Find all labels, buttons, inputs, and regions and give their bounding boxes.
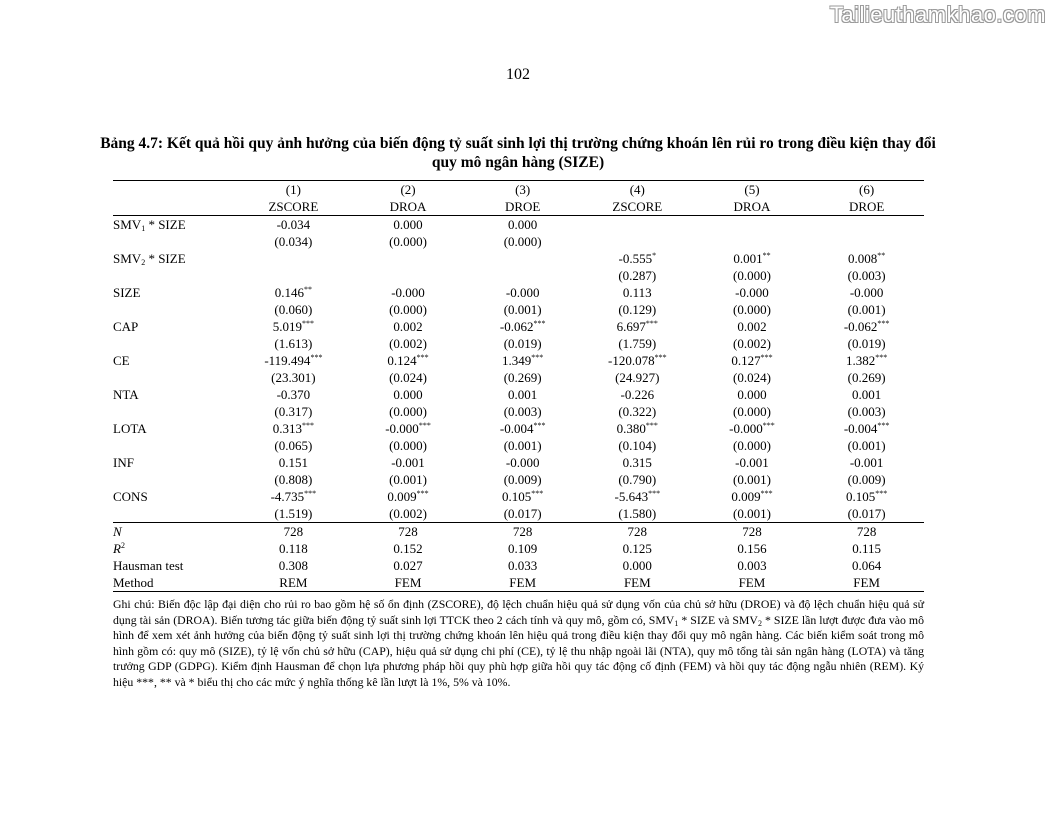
table-caption: Bảng 4.7: Kết quả hồi quy ảnh hưởng của biến động tỷ suất sinh lợi thị trường chứng khoán lên rủi ro trong điều kiện thay đổi quy mô ngân hàng (SIZE)	[100, 135, 936, 171]
stat-value: 0.033	[508, 558, 538, 573]
std-error-cell: (0.009)	[847, 472, 886, 487]
variable-name	[113, 386, 236, 403]
coef-row	[113, 420, 924, 437]
coef-row	[113, 216, 924, 234]
stat-value: 728	[627, 524, 648, 539]
coefficient-cell	[465, 386, 580, 403]
coefficient-cell	[695, 488, 810, 505]
coefficient-cell	[351, 454, 466, 471]
std-error-cell: (1.519)	[236, 505, 351, 523]
std-error-cell: (0.002)	[732, 336, 771, 351]
coefficient-value: 0.105	[846, 489, 876, 504]
coefficient-cell	[351, 386, 466, 403]
std-error-cell: (0.019)	[847, 336, 886, 351]
coefficient-cell	[236, 454, 351, 471]
coefficient-value: 0.002	[393, 319, 423, 334]
variable-name	[113, 488, 236, 505]
coefficient-value: 0.000	[508, 217, 538, 232]
coef-row	[113, 386, 924, 403]
significance-stars: ***	[645, 319, 658, 328]
header-row-numbers	[113, 181, 924, 199]
std-error-cell: (1.613)	[274, 336, 313, 351]
coefficient-value: 0.001	[852, 387, 882, 402]
significance-stars: ***	[877, 421, 890, 430]
coefficient-cell	[236, 488, 351, 505]
coefficient-value: -119.494	[264, 353, 311, 368]
std-error-cell: (1.580)	[580, 505, 695, 523]
variable-label: LOTA	[113, 421, 147, 436]
coefficient-cell	[809, 284, 924, 301]
std-error-cell: (0.000)	[732, 268, 771, 283]
coefficient-value: 0.127	[731, 353, 761, 368]
coefficient-value: 0.113	[622, 285, 652, 300]
std-error-row	[113, 471, 924, 488]
coefficient-value: -0.000	[505, 455, 540, 470]
coefficient-value: 0.315	[622, 455, 652, 470]
std-error-cell: (0.000)	[389, 438, 427, 453]
coefficient-value: -0.000	[729, 421, 763, 436]
std-error-cell: (0.017)	[809, 505, 924, 523]
page-number: 102	[506, 66, 530, 83]
std-error-cell	[809, 233, 924, 250]
coefficient-cell	[236, 250, 351, 267]
coefficient-cell	[809, 386, 924, 403]
coefficient-cell	[580, 488, 695, 505]
std-error-cell: (0.065)	[274, 438, 313, 453]
std-error-cell: (0.287)	[618, 268, 657, 283]
variable-subscript: 1	[141, 224, 146, 233]
std-error-cell: (0.002)	[351, 505, 466, 523]
coefficient-value: -0.555	[618, 251, 653, 266]
coefficient-value: -0.000	[735, 285, 769, 300]
variable-label: SMV	[113, 251, 142, 266]
stat-value: 0.027	[393, 558, 423, 573]
std-error-cell	[236, 267, 351, 284]
variable-suffix: * SIZE	[145, 251, 186, 266]
std-error-cell: (0.034)	[274, 234, 313, 249]
coefficient-value: -0.001	[735, 455, 769, 470]
std-error-row	[113, 301, 924, 318]
significance-stars: ***	[304, 489, 317, 498]
coefficient-value: 0.151	[278, 455, 308, 470]
stat-label-text: N	[113, 524, 122, 539]
column-number: (6)	[809, 181, 924, 199]
stat-label-text: Method	[113, 575, 154, 590]
significance-stars: ***	[531, 353, 544, 362]
std-error-cell: (0.001)	[503, 438, 542, 453]
coefficient-value: 0.380	[616, 421, 646, 436]
variable-label: CONS	[113, 489, 148, 504]
coefficient-value: -0.370	[276, 387, 311, 402]
significance-stars: ***	[875, 489, 888, 498]
coefficient-cell	[809, 250, 924, 267]
std-error-cell: (0.060)	[274, 302, 313, 317]
coefficient-cell	[809, 352, 924, 369]
coefficient-cell	[580, 250, 695, 267]
coefficient-value: 0.000	[393, 217, 423, 232]
stat-value: FEM	[351, 574, 466, 592]
coefficient-value: 1.382	[846, 353, 876, 368]
stat-value: 0.109	[508, 541, 538, 556]
coefficient-cell	[351, 488, 466, 505]
std-error-row	[113, 335, 924, 352]
header-row-names	[113, 198, 924, 216]
coefficient-cell	[695, 318, 810, 335]
stat-row	[113, 540, 924, 557]
coefficient-cell	[465, 250, 580, 267]
std-error-cell: (0.000)	[732, 302, 771, 317]
std-error-row	[113, 369, 924, 386]
stat-label-text: R	[113, 541, 121, 556]
std-error-cell: (0.017)	[465, 505, 580, 523]
stat-value: 728	[856, 524, 877, 539]
std-error-cell: (0.808)	[274, 472, 313, 487]
stat-value: 0.118	[278, 541, 308, 556]
std-error-cell: (1.759)	[618, 336, 657, 351]
std-error-cell: (0.001)	[847, 302, 886, 317]
column-name: ZSCORE	[236, 198, 351, 216]
stat-label-text: Hausman test	[113, 558, 184, 573]
coefficient-value: -0.004	[843, 421, 878, 436]
coefficient-value: 0.146	[274, 285, 304, 300]
variable-empty-cell	[113, 437, 236, 454]
significance-stars: ***	[416, 489, 429, 498]
coefficient-cell	[809, 420, 924, 437]
coefficient-value: -0.001	[391, 455, 425, 470]
coefficient-cell	[465, 216, 580, 234]
significance-stars: ***	[533, 421, 546, 430]
coefficient-value: -0.034	[276, 217, 311, 232]
coefficient-cell	[809, 318, 924, 335]
variable-label: NTA	[113, 387, 139, 402]
significance-stars: ***	[302, 421, 314, 430]
variable-subscript: 2	[141, 258, 146, 267]
coefficient-cell	[695, 216, 810, 234]
coefficient-cell	[580, 284, 695, 301]
coefficient-cell	[236, 284, 351, 301]
coefficient-cell	[351, 284, 466, 301]
std-error-row	[113, 403, 924, 420]
std-error-cell: (24.927)	[615, 370, 660, 385]
coef-row	[113, 488, 924, 505]
coefficient-value: 0.001	[508, 387, 538, 402]
std-error-cell: (0.129)	[618, 302, 657, 317]
stat-row	[113, 523, 924, 541]
coefficient-value: -120.078	[608, 353, 655, 368]
stat-row	[113, 557, 924, 574]
stat-value: FEM	[809, 574, 924, 592]
std-error-cell: (0.269)	[503, 370, 542, 385]
coefficient-cell	[236, 318, 351, 335]
coefficient-cell	[465, 352, 580, 369]
variable-empty-cell	[113, 369, 236, 386]
coefficient-cell	[580, 386, 695, 403]
std-error-cell: (0.322)	[618, 404, 657, 419]
stat-value: FEM	[695, 574, 810, 592]
significance-stars: ***	[302, 319, 314, 328]
variable-label: INF	[113, 455, 134, 470]
std-error-cell: (0.000)	[732, 404, 771, 419]
stat-label	[113, 523, 236, 541]
stat-value: FEM	[465, 574, 580, 592]
stat-label	[113, 540, 236, 557]
std-error-cell: (0.009)	[503, 472, 542, 487]
significance-stars: ***	[531, 489, 544, 498]
column-name: ZSCORE	[580, 198, 695, 216]
coefficient-value: 6.697	[616, 319, 646, 334]
stat-value: 0.003	[737, 558, 767, 573]
std-error-cell: (0.001)	[732, 472, 771, 487]
std-error-cell: (0.003)	[847, 268, 886, 283]
std-error-cell: (0.269)	[847, 370, 886, 385]
variable-name	[113, 250, 236, 267]
coefficient-cell	[580, 454, 695, 471]
significance-stars: *	[652, 251, 657, 260]
significance-stars: ***	[762, 421, 775, 430]
std-error-cell: (0.104)	[618, 438, 657, 453]
regression-table	[113, 180, 924, 592]
stat-value: 728	[398, 524, 418, 539]
table-note	[113, 597, 924, 690]
coefficient-cell	[695, 352, 810, 369]
significance-stars: ***	[875, 353, 888, 362]
stat-label	[113, 574, 236, 592]
std-error-cell: (0.003)	[503, 404, 542, 419]
std-error-cell: (0.001)	[847, 438, 886, 453]
column-number: (3)	[465, 181, 580, 199]
coefficient-cell	[580, 216, 695, 234]
std-error-cell: (0.000)	[732, 438, 771, 453]
std-error-cell	[351, 267, 466, 284]
coefficient-cell	[351, 352, 466, 369]
note-subscript-1: 1	[674, 618, 679, 628]
coefficient-value: -0.000	[505, 285, 540, 300]
coefficient-cell	[695, 454, 810, 471]
coefficient-cell	[351, 318, 466, 335]
variable-label: CAP	[113, 319, 139, 334]
coefficient-value: 0.124	[387, 353, 417, 368]
coef-row	[113, 454, 924, 471]
significance-stars: ***	[760, 353, 773, 362]
stat-value: 728	[512, 524, 533, 539]
coefficient-cell	[465, 284, 580, 301]
std-error-cell: (0.001)	[695, 505, 810, 523]
stat-value: 0.156	[737, 541, 767, 556]
coefficient-value: 0.009	[387, 489, 417, 504]
std-error-cell: (0.001)	[503, 302, 542, 317]
coefficient-value: -0.004	[499, 421, 534, 436]
significance-stars: ***	[533, 319, 546, 328]
coefficient-value: 0.105	[502, 489, 532, 504]
coefficient-value: 0.008	[848, 251, 878, 266]
coefficient-cell	[809, 454, 924, 471]
coefficient-cell	[809, 216, 924, 234]
coefficient-value: 0.000	[737, 387, 767, 402]
std-error-cell: (0.019)	[503, 336, 542, 351]
coef-row	[113, 352, 924, 369]
std-error-cell: (0.317)	[274, 404, 313, 419]
coefficient-value: -0.062	[843, 319, 878, 334]
coefficient-value: -0.062	[499, 319, 534, 334]
coefficient-value: -0.000	[385, 421, 419, 436]
significance-stars: **	[877, 251, 886, 260]
variable-label: SIZE	[113, 285, 141, 300]
stat-value: FEM	[580, 574, 695, 592]
variable-name	[113, 420, 236, 437]
std-error-cell: (0.024)	[389, 370, 427, 385]
variable-name	[113, 284, 236, 301]
significance-stars: ***	[877, 319, 890, 328]
variable-empty-cell	[113, 335, 236, 352]
coefficient-value: 1.349	[502, 353, 532, 368]
column-number: (2)	[351, 181, 466, 199]
coefficient-cell	[695, 420, 810, 437]
coefficient-value: 0.001	[733, 251, 763, 266]
coefficient-value: 5.019	[272, 319, 302, 334]
variable-empty-cell	[113, 233, 236, 250]
stat-label	[113, 557, 236, 574]
coefficient-cell	[580, 318, 695, 335]
significance-stars: ***	[645, 421, 658, 430]
coefficient-cell	[580, 352, 695, 369]
column-name: DROE	[809, 198, 924, 216]
coefficient-cell	[236, 420, 351, 437]
std-error-row	[113, 437, 924, 454]
coefficient-cell	[465, 318, 580, 335]
variable-label: SMV	[113, 217, 142, 232]
coefficient-cell	[465, 454, 580, 471]
significance-stars: ***	[654, 353, 667, 362]
coefficient-cell	[809, 488, 924, 505]
header-empty-cell	[113, 181, 236, 199]
coefficient-cell	[465, 488, 580, 505]
coefficient-cell	[236, 216, 351, 234]
variable-empty-cell	[113, 471, 236, 488]
coefficient-cell	[236, 352, 351, 369]
std-error-cell: (0.001)	[389, 472, 427, 487]
coefficient-value: -0.226	[620, 387, 655, 402]
coefficient-value: -5.643	[614, 489, 649, 504]
std-error-cell: (0.000)	[389, 234, 427, 249]
coefficient-value: -0.000	[391, 285, 425, 300]
std-error-cell	[695, 233, 810, 250]
stat-superscript: 2	[120, 541, 125, 550]
significance-stars: ***	[418, 421, 431, 430]
coefficient-value: -0.001	[849, 455, 884, 470]
std-error-row	[113, 233, 924, 250]
coef-row	[113, 318, 924, 335]
variable-empty-cell	[113, 505, 236, 523]
stat-value: 0.152	[393, 541, 423, 556]
column-number: (1)	[236, 181, 351, 199]
significance-stars: ***	[648, 489, 661, 498]
variable-empty-cell	[113, 301, 236, 318]
column-name: DROA	[351, 198, 466, 216]
coef-row	[113, 250, 924, 267]
coefficient-cell	[351, 250, 466, 267]
variable-empty-cell	[113, 267, 236, 284]
stat-value: 0.125	[622, 541, 652, 556]
variable-label: CE	[113, 353, 130, 368]
stat-value: 0.115	[852, 541, 882, 556]
coefficient-cell	[695, 284, 810, 301]
stat-value: 0.000	[622, 558, 652, 573]
coefficient-cell	[465, 420, 580, 437]
column-name: DROE	[465, 198, 580, 216]
std-error-cell: (0.003)	[847, 404, 886, 419]
significance-stars: ***	[760, 489, 773, 498]
std-error-cell: (0.002)	[389, 336, 427, 351]
std-error-cell	[465, 267, 580, 284]
significance-stars: **	[762, 251, 771, 260]
coefficient-cell	[351, 216, 466, 234]
stat-value: 728	[283, 524, 304, 539]
coefficient-cell	[695, 386, 810, 403]
column-number: (5)	[695, 181, 810, 199]
significance-stars: ***	[310, 353, 323, 362]
coefficient-value: 0.313	[272, 421, 302, 436]
coefficient-cell	[236, 386, 351, 403]
stat-row	[113, 574, 924, 592]
note-text-1: Ghi chú: Biến độc lập đại diện cho rủi ro bao gồm hệ số ổn định (ZSCORE), độ lệch chuẩn hiệu quả sử dụng vốn của chủ sở hữu (DROE) và độ lệch chuẩn hiệu quả sử dụng tài sản (DROA). Biến tương tác giữa biến động tỷ suất sinh lợi TTCK theo 2 cách tính và quy mô, gồm có, SMV	[113, 597, 924, 627]
stat-value: 0.308	[278, 558, 308, 573]
significance-stars: **	[304, 285, 312, 294]
coefficient-cell	[580, 420, 695, 437]
variable-name	[113, 454, 236, 471]
coef-row	[113, 284, 924, 301]
std-error-cell	[580, 233, 695, 250]
std-error-cell: (0.024)	[732, 370, 771, 385]
header-empty-cell	[113, 198, 236, 216]
coefficient-value: 0.009	[731, 489, 761, 504]
coefficient-cell	[351, 420, 466, 437]
column-name: DROA	[695, 198, 810, 216]
stat-value: REM	[236, 574, 351, 592]
std-error-cell: (0.790)	[618, 472, 657, 487]
watermark: Tailieuthamkhao.com	[829, 2, 1046, 27]
std-error-cell: (0.000)	[503, 234, 542, 249]
variable-name	[113, 216, 236, 234]
variable-empty-cell	[113, 403, 236, 420]
column-number: (4)	[580, 181, 695, 199]
coefficient-value: -4.735	[270, 489, 305, 504]
significance-stars: ***	[416, 353, 429, 362]
std-error-cell: (23.301)	[271, 370, 316, 385]
variable-name	[113, 352, 236, 369]
stat-value: 0.064	[852, 558, 882, 573]
coefficient-cell	[695, 250, 810, 267]
coefficient-value: -0.000	[849, 285, 884, 300]
coefficient-value: 0.000	[393, 387, 423, 402]
note-text-2: * SIZE và SMV	[678, 612, 758, 627]
note-subscript-2: 2	[757, 618, 762, 628]
std-error-cell: (0.000)	[389, 404, 427, 419]
std-error-row	[113, 267, 924, 284]
stat-value: 728	[742, 524, 762, 539]
coefficient-value: 0.002	[737, 319, 767, 334]
variable-suffix: * SIZE	[145, 217, 186, 232]
variable-name	[113, 318, 236, 335]
std-error-cell: (0.000)	[389, 302, 427, 317]
note-text-3: * SIZE lần lượt được đưa vào mô hình để xem xét ảnh hưởng của biến động tỷ suất sinh lợi thị trường chứng khoán lên hiệu quả trong điều kiện thay đổi quy mô ngân hàng. Các biến kiểm soát trong mô hình gồm có: quy mô (SIZE), tỷ lệ vốn chủ sở hữu (CAP), hiệu quả sử dụng chi phí (CE), tỷ lệ thu nhập ngoài lãi (NTA), quy mô tổng tài sản ngân hàng (LOTA) và tăng trưởng GDP (GDPG). Kiểm định Hausman để chọn lựa phương pháp hồi quy phù hợp giữa hồi quy tác động cố định (FEM) và hồi quy tác động ngẫu nhiên (REM). Ký hiệu ***, ** và * biểu thị cho các mức ý nghĩa thống kê lần lượt là 1%, 5% và 10%.	[113, 612, 924, 689]
std-error-row	[113, 505, 924, 523]
